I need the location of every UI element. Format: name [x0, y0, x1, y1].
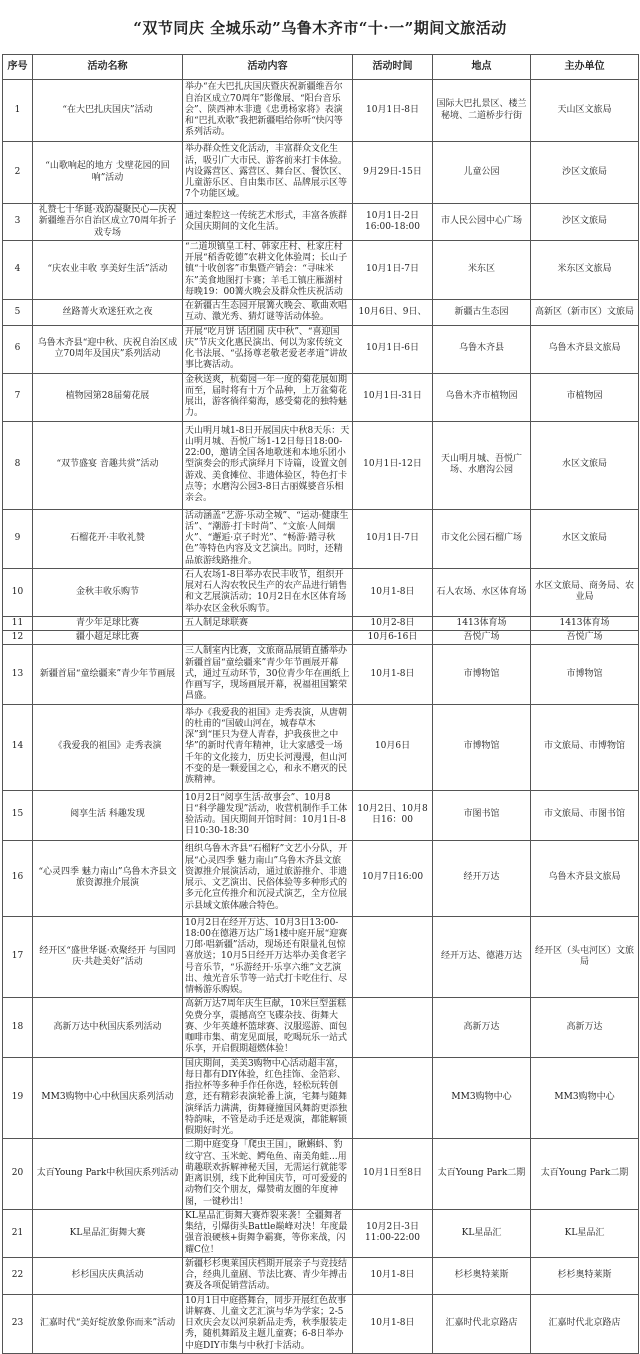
cell-name: 金秋丰收乐购节 — [33, 568, 183, 616]
cell-place: MM3购物中心 — [433, 1057, 531, 1139]
cell-name: 青少年足球比赛 — [33, 616, 183, 630]
cell-name: 丝路菁火欢迷狂欢之夜 — [33, 300, 183, 326]
cell-no: 8 — [3, 421, 33, 509]
cell-no: 10 — [3, 568, 33, 616]
cell-content: 天山明月城1-8日开展国庆中秋8天乐：天山明月城、吾悦广场1-12日每日18:00-22:00，邀请全国各地歌迷和本地乐团小型演奏会的形式演绎月下诗篇，设置文创游戏、美食摊位、非遗体验区，特色打卡点等；水磨沟公园3-8日古丽媒婆音乐相亲会。 — [183, 421, 353, 509]
cell-name: 汇嘉时代“美好绽放象你而来”活动 — [33, 1294, 183, 1353]
cell-time — [353, 998, 433, 1057]
cell-name: MM3购物中心中秋国庆系列活动 — [33, 1057, 183, 1139]
table-row — [3, 840, 639, 916]
cell-org: 水区文旅局 — [531, 509, 639, 568]
cell-org: 天山区文旅局 — [531, 80, 639, 142]
cell-place: 市博物馆 — [433, 645, 531, 704]
cell-place: KL星品汇 — [433, 1209, 531, 1257]
cell-name: 乌鲁木齐县“迎中秋、庆祝自治区成立70周年及国庆”系列活动 — [33, 325, 183, 373]
cell-name: 经开区“盛世华诞·欢聚经开 与国同庆·共赴美好”活动 — [33, 916, 183, 998]
cell-name: “在大巴扎庆国庆”活动 — [33, 80, 183, 142]
cell-no: 6 — [3, 325, 33, 373]
cell-time: 10月2-8日 — [353, 616, 433, 630]
cell-no: 23 — [3, 1294, 33, 1353]
cell-no: 11 — [3, 616, 33, 630]
header-org: 主办单位 — [531, 55, 639, 80]
table-row — [3, 1294, 639, 1353]
cell-content: 10月1日中庭搭舞台，同步开展红色故事讲解赛、儿童文艺汇演与华为学家；2-5日欢庆会友以河泉新品走秀，秋季服装走秀，随机舞蹈及主题儿童赛；6-8日举办中庭DIY市集与中秋打卡活动。 — [183, 1294, 353, 1353]
cell-name: “双节盛宴 音趣共赏”活动 — [33, 421, 183, 509]
cell-no: 9 — [3, 509, 33, 568]
cell-content: 新疆杉杉奥莱国庆档期开展亲子与竞技结合，经典儿童剧、节法比赛、青少年搏击赛及各项促销营活动。 — [183, 1257, 353, 1294]
cell-org: 沙区文旅局 — [531, 142, 639, 204]
cell-no: 14 — [3, 704, 33, 790]
cell-name: 新疆首届“童绘疆来”青少年节画展 — [33, 645, 183, 704]
table-header-row — [3, 55, 639, 80]
cell-name: 杉杉国庆庆典活动 — [33, 1257, 183, 1294]
cell-content: 金秋送爽，杭菊园一年一度的菊花展如期而至，届时将有十万个品种，上万盆菊花展出，游客徜徉菊海，感受菊花的独特魅力。 — [183, 373, 353, 421]
page-title: “双节同庆 全城乐动”乌鲁木齐市“十·一”期间文旅活动 — [133, 18, 507, 37]
cell-no: 17 — [3, 916, 33, 998]
cell-content: 五人制足球联赛 — [183, 616, 353, 630]
cell-time: 10月1日-6日 — [353, 325, 433, 373]
cell-no: 15 — [3, 790, 33, 840]
header-name: 活动名称 — [33, 55, 183, 80]
cell-org: 市文旅局、市博物馆 — [531, 704, 639, 790]
cell-time: 10月1-8日 — [353, 1294, 433, 1353]
cell-place: 高新万达 — [433, 998, 531, 1057]
cell-content: 高新万达7周年庆生巨献，10米巨型蛋糕免费分享，震撼高空飞碟杂技、街舞大赛、少年英雄杯篮球赛、汉服巡游、面包咖啡市集、萌宠见面展，吃喝玩乐一站式乐享，开启假期超燃体验！ — [183, 998, 353, 1057]
table-row — [3, 1257, 639, 1294]
table-row — [3, 645, 639, 704]
cell-time — [353, 916, 433, 998]
cell-name: “庆农业丰收 享美好生活”活动 — [33, 240, 183, 299]
table-row — [3, 300, 639, 326]
cell-org: 沙区文旅局 — [531, 204, 639, 241]
table-row — [3, 631, 639, 645]
cell-place: 吾悦广场 — [433, 631, 531, 645]
cell-content: 三人制室内比赛，文旅商品展销直播举办新疆首届“童绘疆来”青少年节画展开幕式，通过互动环节，30位青少年在画纸上作画写字，现场画展开幕，祝福祖国繁荣昌盛。 — [183, 645, 353, 704]
cell-no: 3 — [3, 204, 33, 241]
cell-time: 10月1日至8日 — [353, 1139, 433, 1210]
cell-name: “山歌响起的地方 戈壁花园的回响”活动 — [33, 142, 183, 204]
table-row — [3, 568, 639, 616]
cell-org: 水区文旅局 — [531, 421, 639, 509]
cell-time: 10月1日-7日 — [353, 509, 433, 568]
cell-no: 4 — [3, 240, 33, 299]
cell-no: 18 — [3, 998, 33, 1057]
cell-place: 1413体育场 — [433, 616, 531, 630]
cell-no: 16 — [3, 840, 33, 916]
cell-org: 杉杉奥特莱斯 — [531, 1257, 639, 1294]
cell-content: 举办群众性文化活动，丰富群众文化生活，吸引广大市民、游客前来打卡体验。内设露营区、露营区、舞台区、餐饮区、儿童游乐区、自由集市区、品牌展示区等7个功能区域。 — [183, 142, 353, 204]
cell-place: 乌鲁木齐市植物园 — [433, 373, 531, 421]
cell-org: 乌鲁木齐县文旅局 — [531, 840, 639, 916]
header-content: 活动内容 — [183, 55, 353, 80]
cell-content — [183, 631, 353, 645]
cell-place: 石人农场、水区体育场 — [433, 568, 531, 616]
cell-place: 米东区 — [433, 240, 531, 299]
cell-name: 高新万达中秋国庆系列活动 — [33, 998, 183, 1057]
table-row — [3, 1139, 639, 1210]
cell-place: 汇嘉时代北京路店 — [433, 1294, 531, 1353]
cell-time: 10月6日、9日、 — [353, 300, 433, 326]
table-row — [3, 142, 639, 204]
cell-content: “二道坝镇皇工村、韩家庄村、杜家庄村开展“稻香乾德”农耕文化体验周；长山子镇“十收创客”市集暨产销会：“寻味米东”美食地图打卡赛；羊毛工镇庄雁湖村每晚19：00篝火晚会及群众性庆祝活动 — [183, 240, 353, 299]
cell-time: 10月1-8日 — [353, 645, 433, 704]
cell-time: 10月6日 — [353, 704, 433, 790]
cell-content: 国庆期间，美美3购物中心活动超丰富，每日都有DIY体验，红色挂饰、金箔彩、指拉杯等多种手作任你选，轻松玩转创意，还有精彩表演轮番上演，宅舞与随舞演绎活力满满，街舞碰撞国风舞韵更添独特韵味，不管是动手还是观演，都能解锁假期好时光。 — [183, 1057, 353, 1139]
cell-org: 1413体育场 — [531, 616, 639, 630]
cell-org: 高新万达 — [531, 998, 639, 1057]
table-row — [3, 1057, 639, 1139]
cell-content: 二期中庭变身「爬虫王国」，瞅蝌蚪、豹纹守宫、玉米蛇、鳄龟鱼、南美角蛙...用萌趣联欢拆解神秘天国，无需运行就能零距离识别，线下此种国庆节，可可爱爱的动物们交个朋友，爆赞萌友圈的年度神图，一键秒出！ — [183, 1139, 353, 1210]
cell-no: 19 — [3, 1057, 33, 1139]
cell-name: 石榴花开·丰收礼赞 — [33, 509, 183, 568]
cell-no: 20 — [3, 1139, 33, 1210]
cell-no: 22 — [3, 1257, 33, 1294]
table-row — [3, 616, 639, 630]
header-time: 活动时间 — [353, 55, 433, 80]
cell-place: 杉杉奥特莱斯 — [433, 1257, 531, 1294]
cell-content: 石人农场1-8日举办农民丰收节，组织开展对石人沟农牧民生产的农产品进行销售和文艺展演活动；10月2日在水区体育场举办农区金秋乐购节。 — [183, 568, 353, 616]
table-row — [3, 509, 639, 568]
cell-org: 高新区（新市区）文旅局 — [531, 300, 639, 326]
cell-time: 10月1日-12日 — [353, 421, 433, 509]
cell-no: 2 — [3, 142, 33, 204]
cell-org: 汇嘉时代北京路店 — [531, 1294, 639, 1353]
cell-org: 乌鲁木齐县文旅局 — [531, 325, 639, 373]
cell-time: 10月1日-31日 — [353, 373, 433, 421]
cell-content: KL星品汇街舞大赛炸裂来袭！全疆舞者集结，引爆街头Battle巅峰对决！年度最强音浪硬核+街舞争霸赛，等你来战，闪耀C位！ — [183, 1209, 353, 1257]
cell-content: 活动涵盖“艺游·乐动全城”、“运动·健康生活”、“潮游·打卡时尚”、“文旅·人间烟火”、“邂逅·京子时光”、“畅游·踏寻秋色”等特色内容及文艺演出。同时，还精品旅游线路推介。 — [183, 509, 353, 568]
cell-org: 水区文旅局、商务局、农业局 — [531, 568, 639, 616]
cell-content: 通过秦腔这一传统艺术形式，丰富各族群众国庆期间的文化生活。 — [183, 204, 353, 241]
header-no: 序号 — [3, 55, 33, 80]
cell-time — [353, 1057, 433, 1139]
cell-name: 礼赞七十华诞·戏韵凝聚民心—庆祝新疆维吾尔自治区成立70周年折子戏专场 — [33, 204, 183, 241]
table-row — [3, 1209, 639, 1257]
cell-place: 儿童公园 — [433, 142, 531, 204]
cell-org: 市文旅局、市图书馆 — [531, 790, 639, 840]
cell-place: 市博物馆 — [433, 704, 531, 790]
cell-no: 1 — [3, 80, 33, 142]
table-row — [3, 240, 639, 299]
cell-name: 《我爱我的祖国》走秀表演 — [33, 704, 183, 790]
cell-place: 乌鲁木齐县 — [433, 325, 531, 373]
cell-time: 10月2日-3日11:00-22:00 — [353, 1209, 433, 1257]
cell-no: 21 — [3, 1209, 33, 1257]
table-row — [3, 421, 639, 509]
cell-no: 5 — [3, 300, 33, 326]
cell-place: 天山明月城、吾悦广场、水磨沟公园 — [433, 421, 531, 509]
cell-time: 10月7日16:00 — [353, 840, 433, 916]
table-row — [3, 704, 639, 790]
table-row — [3, 998, 639, 1057]
cell-time: 10月1日-7日 — [353, 240, 433, 299]
cell-name: 疆小超足球比赛 — [33, 631, 183, 645]
table-row — [3, 204, 639, 241]
cell-org: 市植物园 — [531, 373, 639, 421]
table-row — [3, 373, 639, 421]
cell-org: 市博物馆 — [531, 645, 639, 704]
cell-no: 12 — [3, 631, 33, 645]
cell-content: 10月2日“阅享生活·故事会”、10月8日“科学趣发现”活动，收营机制作手工体验活动。国庆期间开馆时间：10月1日-8日10:30-18:30 — [183, 790, 353, 840]
table-row — [3, 80, 639, 142]
table-row — [3, 325, 639, 373]
activities-table — [2, 54, 639, 1354]
cell-time: 10月2日、10月8日16：00 — [353, 790, 433, 840]
cell-org: 太百Young Park二期 — [531, 1139, 639, 1210]
cell-place: 太百Young Park二期 — [433, 1139, 531, 1210]
cell-no: 13 — [3, 645, 33, 704]
cell-org: MM3购物中心 — [531, 1057, 639, 1139]
cell-time: 9月29日-15日 — [353, 142, 433, 204]
cell-content: 举办“在大巴扎庆国庆暨庆祝新疆维吾尔自治区成立70周年”影像展、“阳台音乐会”、陕西神木非遗《忠勇杨家将》表演和“巴扎欢歌”我把新疆唱给你听“快闪等系列活动。 — [183, 80, 353, 142]
cell-org: KL星品汇 — [531, 1209, 639, 1257]
cell-content: 举办《我爱我的祖国》走秀表演，从唐朝的杜甫的“国破山河在，城春草木深”到“匪只为登人青春，护我孩世之中华”的新时代青年精神，让大家感受一场千年的文化接力，历史长河漫漫，但山河不变的是一颗爱国之心，和永不磨灭的民族精神。 — [183, 704, 353, 790]
cell-name: 太百Young Park中秋国庆系列活动 — [33, 1139, 183, 1210]
cell-time: 10月1日-8日 — [353, 80, 433, 142]
cell-no: 7 — [3, 373, 33, 421]
header-place: 地点 — [433, 55, 531, 80]
cell-place: 市文化公园石榴广场 — [433, 509, 531, 568]
cell-time: 10月1日-2日16:00-18:00 — [353, 204, 433, 241]
cell-time: 10月1-8日 — [353, 568, 433, 616]
cell-place: 国际大巴扎景区、楼兰秘境、二道桥步行街 — [433, 80, 531, 142]
cell-name: KL星品汇街舞大赛 — [33, 1209, 183, 1257]
cell-name: 阅享生活 科趣发现 — [33, 790, 183, 840]
cell-org: 经开区（头屯河区）文旅局 — [531, 916, 639, 998]
cell-org: 吾悦广场 — [531, 631, 639, 645]
table-row — [3, 790, 639, 840]
cell-place: 市图书馆 — [433, 790, 531, 840]
cell-org: 米东区文旅局 — [531, 240, 639, 299]
cell-content: 开展“吃月饼 话团圆 庆中秋”、“喜迎国庆”节庆文化惠民演出、何以为家传统文化书法展、“弘扬尊老敬老爱老孝道”讲故事比赛活动。 — [183, 325, 353, 373]
cell-place: 市人民公园中心广场 — [433, 204, 531, 241]
cell-content: 10月2日在经开万达、10月3日13:00-18:00在德港万达广场1楼中庭开展“迎赛刀郎·唱新疆”活动，现场还有限量礼包惊喜放送；10月5日经开万达举办美食老字号音乐节，“乐游经开·乐享六维”文艺演出、烛光音乐节等一站式打卡吃住行、尽情畅游乐购娱。 — [183, 916, 353, 998]
cell-content: 组织乌鲁木齐县“石榴籽”文艺小分队，开展“心灵四季 魅力南山”乌鲁木齐县文旅资源推介展演活动，通过旅游推介、非遗展示、文艺演出、民俗体验等多种形式的多元化宣传推介和沉浸式演艺，全方位展示县域文旅体融合特色。 — [183, 840, 353, 916]
table-row — [3, 916, 639, 998]
cell-time: 10月6-16日 — [353, 631, 433, 645]
cell-content: 在新疆古生态园开展篝火晚会、歌曲欢唱互动、激光秀、猜灯谜等活动体验。 — [183, 300, 353, 326]
cell-name: 植物园第28届菊花展 — [33, 373, 183, 421]
cell-name: “心灵四季 魅力南山”乌鲁木齐县文旅资源推介展演 — [33, 840, 183, 916]
cell-place: 经开万达、德港万达 — [433, 916, 531, 998]
cell-place: 经开万达 — [433, 840, 531, 916]
cell-time: 10月1-8日 — [353, 1257, 433, 1294]
cell-place: 新疆古生态园 — [433, 300, 531, 326]
